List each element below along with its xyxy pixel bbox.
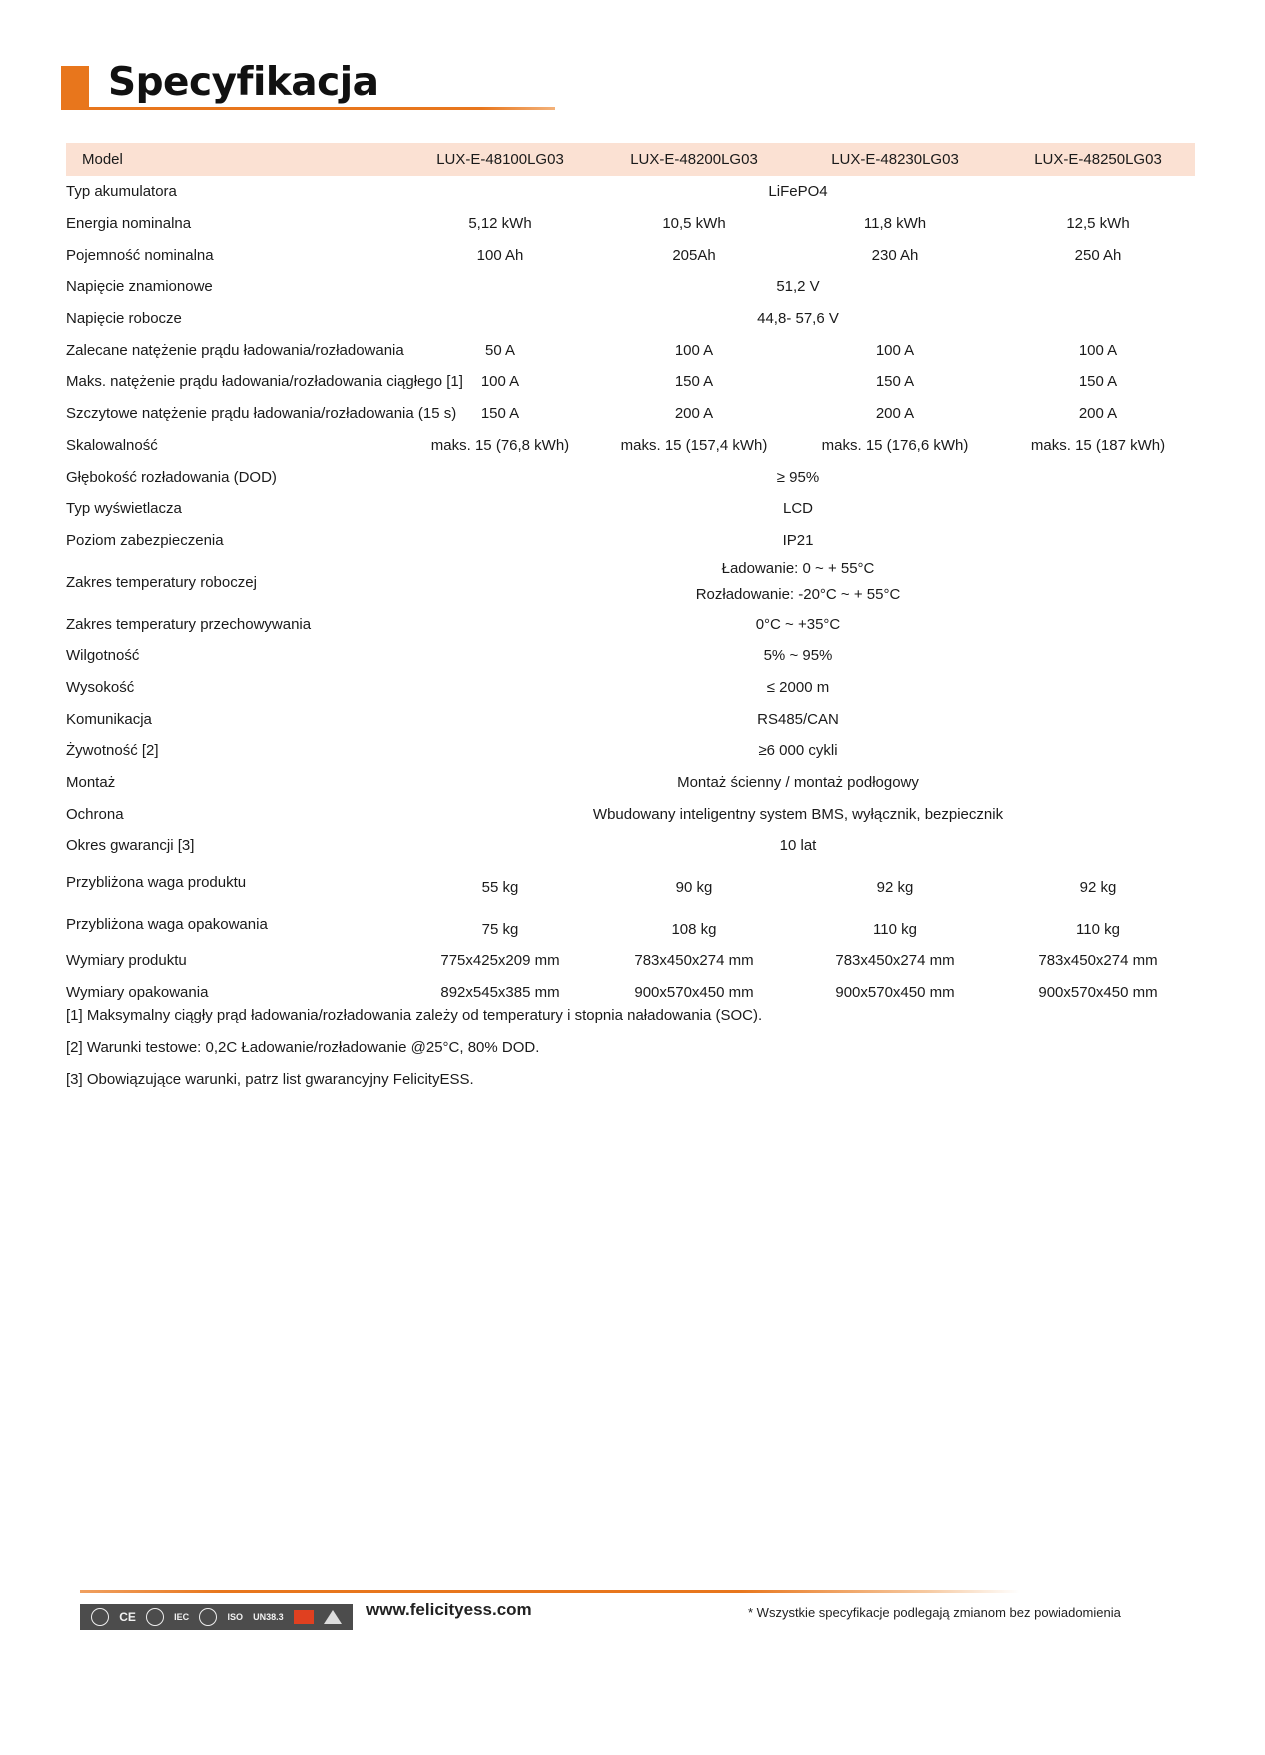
row-label: Wymiary opakowania [66, 984, 209, 1002]
title-underline [61, 107, 555, 110]
ce-mark-icon: CE [119, 1610, 136, 1624]
table-row [66, 830, 1195, 862]
certification-seal-icon [199, 1608, 217, 1626]
row-value: IP21 [782, 531, 814, 549]
table-row [66, 703, 1195, 735]
table-row [66, 303, 1195, 335]
model-name: LUX-E-48200LG03 [599, 143, 789, 176]
row-value [401, 556, 1195, 608]
row-value: maks. 15 (157,4 kWh) [620, 436, 768, 454]
row-label: Zakres temperatury roboczej [66, 573, 257, 591]
row-value: 110 kg [1076, 920, 1120, 938]
row-value: 150 A [1078, 373, 1118, 391]
row-value: RS485/CAN [757, 710, 839, 728]
row-value: 11,8 kWh [863, 215, 927, 233]
table-row [66, 525, 1195, 557]
iso-logo-icon: ISO [227, 1612, 243, 1622]
table-row [66, 862, 1195, 904]
row-value: maks. 15 (176,6 kWh) [821, 436, 969, 454]
row-label: Przybliżona waga opakowania [66, 915, 268, 933]
row-label: Zalecane natężenie prądu ładowania/rozładowania [66, 341, 404, 359]
row-value: 100 Ah [476, 246, 524, 264]
row-value: 775x425x209 mm [440, 952, 560, 970]
row-value: 200 A [674, 405, 714, 423]
row-value: 783x450x274 mm [835, 952, 955, 970]
row-value: 783x450x274 mm [1038, 952, 1158, 970]
table-row [66, 672, 1195, 704]
row-label: Napięcie znamionowe [66, 278, 213, 296]
row-label: Poziom zabezpieczenia [66, 531, 224, 549]
table-row [66, 430, 1195, 462]
table-row [66, 608, 1195, 640]
footer-divider [80, 1590, 1020, 1593]
row-value: 150 A [875, 373, 915, 391]
row-value: Montaż ścienny / montaż podłogowy [677, 774, 919, 792]
certification-logos [80, 1604, 353, 1630]
row-label: Ochrona [66, 805, 124, 823]
website-link[interactable]: www.felicityess.com [366, 1600, 532, 1619]
row-value: 5,12 kWh [468, 215, 532, 233]
row-label: Montaż [66, 774, 116, 792]
row-value: 10 lat [779, 837, 817, 855]
row-value: 108 kg [671, 920, 717, 938]
flag-mark-icon [294, 1610, 314, 1624]
model-name: LUX-E-48100LG03 [401, 143, 599, 176]
row-value: 200 A [875, 405, 915, 423]
row-label: Typ wyświetlacza [66, 500, 182, 518]
table-row [66, 640, 1195, 672]
footnote: [2] Warunki testowe: 0,2C Ładowanie/rozładowanie @25°C, 80% DOD. [66, 1039, 540, 1056]
row-label: Głębokość rozładowania (DOD) [66, 468, 277, 486]
footnotes [66, 1003, 762, 1099]
row-label: Żywotność [2] [66, 742, 159, 760]
energy-icon [91, 1608, 109, 1626]
table-row [66, 493, 1195, 525]
row-label: Wilgotność [66, 647, 140, 665]
row-value: 50 A [484, 341, 516, 359]
row-label: Zakres temperatury przechowywania [66, 615, 312, 633]
table-row [66, 208, 1195, 240]
page-title-block [61, 60, 555, 110]
row-value: 892x545x385 mm [440, 984, 560, 1002]
row-value: LiFePO4 [768, 183, 828, 201]
row-value: 900x570x450 mm [1038, 984, 1158, 1002]
row-label: Energia nominalna [66, 215, 192, 233]
row-value: maks. 15 (76,8 kWh) [430, 436, 570, 454]
row-value: 51,2 V [776, 278, 820, 296]
row-value: 5% ~ 95% [763, 647, 833, 665]
row-value: 0°C ~ +35°C [755, 615, 841, 633]
row-value: 92 kg [876, 879, 914, 897]
row-value: 110 kg [873, 920, 917, 938]
row-value: 44,8- 57,6 V [757, 310, 839, 328]
row-value: 100 A [480, 373, 520, 391]
table-row [66, 556, 1195, 608]
row-value: ≤ 2000 m [766, 678, 830, 696]
table-row [66, 461, 1195, 493]
row-value: 10,5 kWh [662, 215, 726, 233]
row-label: Okres gwarancji [3] [66, 837, 195, 855]
table-row [66, 176, 1195, 208]
row-label: Szczytowe natężenie prądu ładowania/rozładowania (15 s) [66, 405, 457, 423]
row-value: 900x570x450 mm [634, 984, 754, 1002]
iec-logo-icon: IEC [174, 1612, 190, 1622]
table-row [66, 903, 1195, 945]
row-label: Napięcie robocze [66, 310, 182, 328]
table-row [66, 334, 1195, 366]
table-row [66, 239, 1195, 271]
row-value: 230 Ah [871, 246, 919, 264]
row-value: Wbudowany inteligentny system BMS, wyłącznik, bezpiecznik [592, 805, 1004, 823]
row-value: maks. 15 (187 kWh) [1030, 436, 1166, 454]
row-value: 75 kg [481, 920, 519, 938]
row-label: Pojemność nominalna [66, 246, 214, 264]
row-value: 12,5 kWh [1066, 215, 1130, 233]
row-value: 250 Ah [1074, 246, 1122, 264]
header-label: Model [66, 143, 401, 176]
row-label: Maks. natężenie prądu ładowania/rozładowania ciągłego [1] [66, 373, 463, 391]
row-value: LCD [782, 500, 813, 518]
row-value-line: Rozładowanie: -20°C ~ + 55°C [695, 586, 901, 604]
row-value: 900x570x450 mm [835, 984, 955, 1002]
row-value: 150 A [480, 405, 520, 423]
model-name: LUX-E-48230LG03 [789, 143, 1001, 176]
row-label: Skalowalność [66, 436, 158, 454]
row-value: ≥6 000 cykli [758, 742, 838, 760]
row-label: Wymiary produktu [66, 952, 187, 970]
row-value: 150 A [674, 373, 714, 391]
row-value: 92 kg [1079, 879, 1117, 897]
table-row [66, 798, 1195, 830]
row-value: 783x450x274 mm [634, 952, 754, 970]
model-name: LUX-E-48250LG03 [1001, 143, 1195, 176]
row-label: Przybliżona waga produktu [66, 874, 247, 892]
table-header-row [66, 143, 1195, 176]
row-value: 100 A [674, 341, 714, 359]
table-row [66, 735, 1195, 767]
disclaimer-text: * Wszystkie specyfikacje podlegają zmianom bez powiadomienia [748, 1605, 1121, 1620]
row-value: 100 A [875, 341, 915, 359]
row-label: Typ akumulatora [66, 183, 177, 201]
row-value: ≥ 95% [776, 468, 820, 486]
warning-triangle-icon [324, 1610, 342, 1624]
table-row [66, 767, 1195, 799]
row-value: 55 kg [481, 879, 519, 897]
row-value: 200 A [1078, 405, 1118, 423]
row-value: 90 kg [675, 879, 713, 897]
un383-logo-icon: UN38.3 [253, 1612, 284, 1622]
row-value: 100 A [1078, 341, 1118, 359]
footnote: [1] Maksymalny ciągły prąd ładowania/rozładowania zależy od temperatury i stopnia naładowania (SOC). [66, 1007, 763, 1024]
table-row [66, 398, 1195, 430]
tuv-icon [146, 1608, 164, 1626]
page-title: Specyfikacja [108, 60, 379, 105]
row-value-line: Ładowanie: 0 ~ + 55°C [721, 560, 875, 578]
title-accent-bar [61, 66, 89, 108]
row-value: 205Ah [672, 246, 716, 264]
footnote: [3] Obowiązujące warunki, patrz list gwarancyjny FelicityESS. [66, 1071, 474, 1088]
row-label: Komunikacja [66, 710, 152, 728]
spec-table [66, 143, 1195, 1009]
table-row [66, 945, 1195, 977]
table-row [66, 271, 1195, 303]
table-row [66, 366, 1195, 398]
row-label: Wysokość [66, 678, 135, 696]
